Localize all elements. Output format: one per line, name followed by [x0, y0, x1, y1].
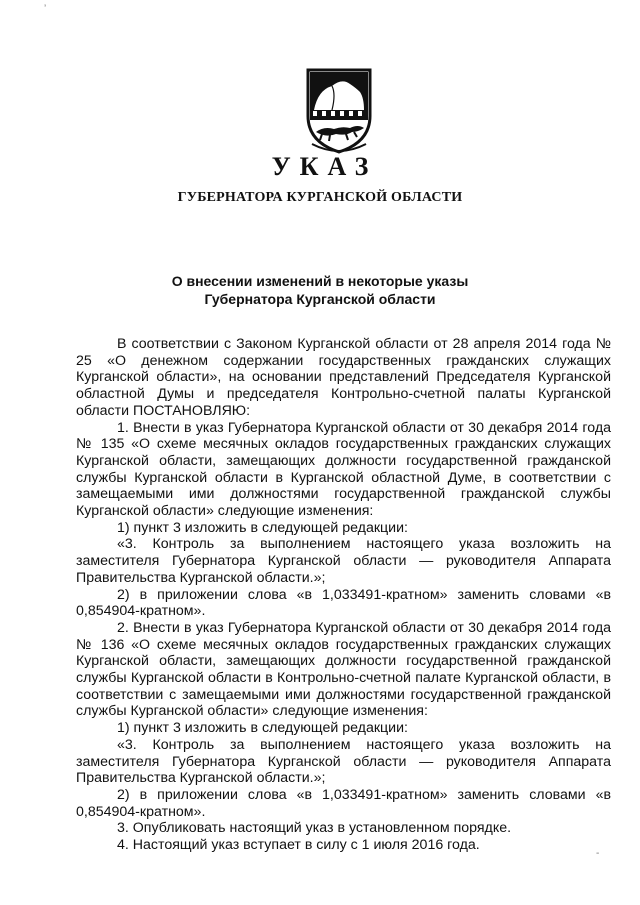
- body-paragraph: 2) в приложении слова «в 1,033491-кратном» заменить словами «в 0,854904-кратном».: [76, 786, 611, 820]
- body-paragraph: В соответствии с Законом Курганской области от 28 апреля 2014 года № 25 «О денежном содержании государственных гражданских служащих Курганской области», на основании представлений Председателя Курганской областной Думы и председателя Контрольно-счетной палаты Курганской области ПОСТАНОВЛЯЮ:: [76, 336, 611, 419]
- decree-heading-line-1: О внесении изменений в некоторые указы: [171, 273, 469, 289]
- document-title: УКАЗ: [271, 152, 378, 181]
- decree-heading-line-2: Губернатора Курганской области: [204, 291, 436, 307]
- body-paragraph: 2. Внести в указ Губернатора Курганской области от 30 декабря 2014 года № 136 «О схеме месячных окладов государственных гражданских служащих Курганской области, замещающих должности государственной гражданской службы Курганской области в Контрольно-счетной палате Курганской области, в соответствии с замещаемыми ими должностями государственной гражданской службы Курганской области» следующие изменения:: [76, 619, 611, 720]
- body-paragraph: 1. Внести в указ Губернатора Курганской области от 30 декабря 2014 года № 135 «О схеме месячных окладов государственных гражданских служащих Курганской области, замещающих должности государственной гражданской службы Курганской области в Курганской областной Думе, в соответствии с замещаемыми ими должностями государственной гражданской службы Курганской области» следующие изменения:: [76, 419, 611, 520]
- body-paragraph: 1) пункт 3 изложить в следующей редакции:: [117, 519, 408, 536]
- document-subtitle: ГУБЕРНАТОРА КУРГАНСКОЙ ОБЛАСТИ: [177, 190, 463, 205]
- bottom-dash-mark: -: [596, 848, 600, 859]
- body-paragraph: 2) в приложении слова «в 1,033491-кратном» заменить словами «в 0,854904-кратном».: [76, 586, 611, 620]
- kurgan-region-coat-of-arms-icon: [302, 66, 376, 154]
- decree-body: [76, 336, 611, 854]
- body-paragraph: 4. Настоящий указ вступает в силу с 1 июля 2016 года.: [117, 837, 480, 854]
- body-paragraph: «3. Контроль за выполнением настоящего указа возложить на заместителя Губернатора Курганской области — руководителя Аппарата Правительства Курганской области.»;: [76, 536, 611, 586]
- body-paragraph: 1) пункт 3 изложить в следующей редакции:: [117, 720, 408, 737]
- body-paragraph: 3. Опубликовать настоящий указ в установленном порядке.: [117, 820, 512, 837]
- corner-tick-mark: ʼ: [44, 4, 47, 15]
- body-paragraph: «3. Контроль за выполнением настоящего указа возложить на заместителя Губернатора Курганской области — руководителя Аппарата Правительства Курганской области.»;: [76, 736, 611, 787]
- decree-heading: [0, 272, 640, 308]
